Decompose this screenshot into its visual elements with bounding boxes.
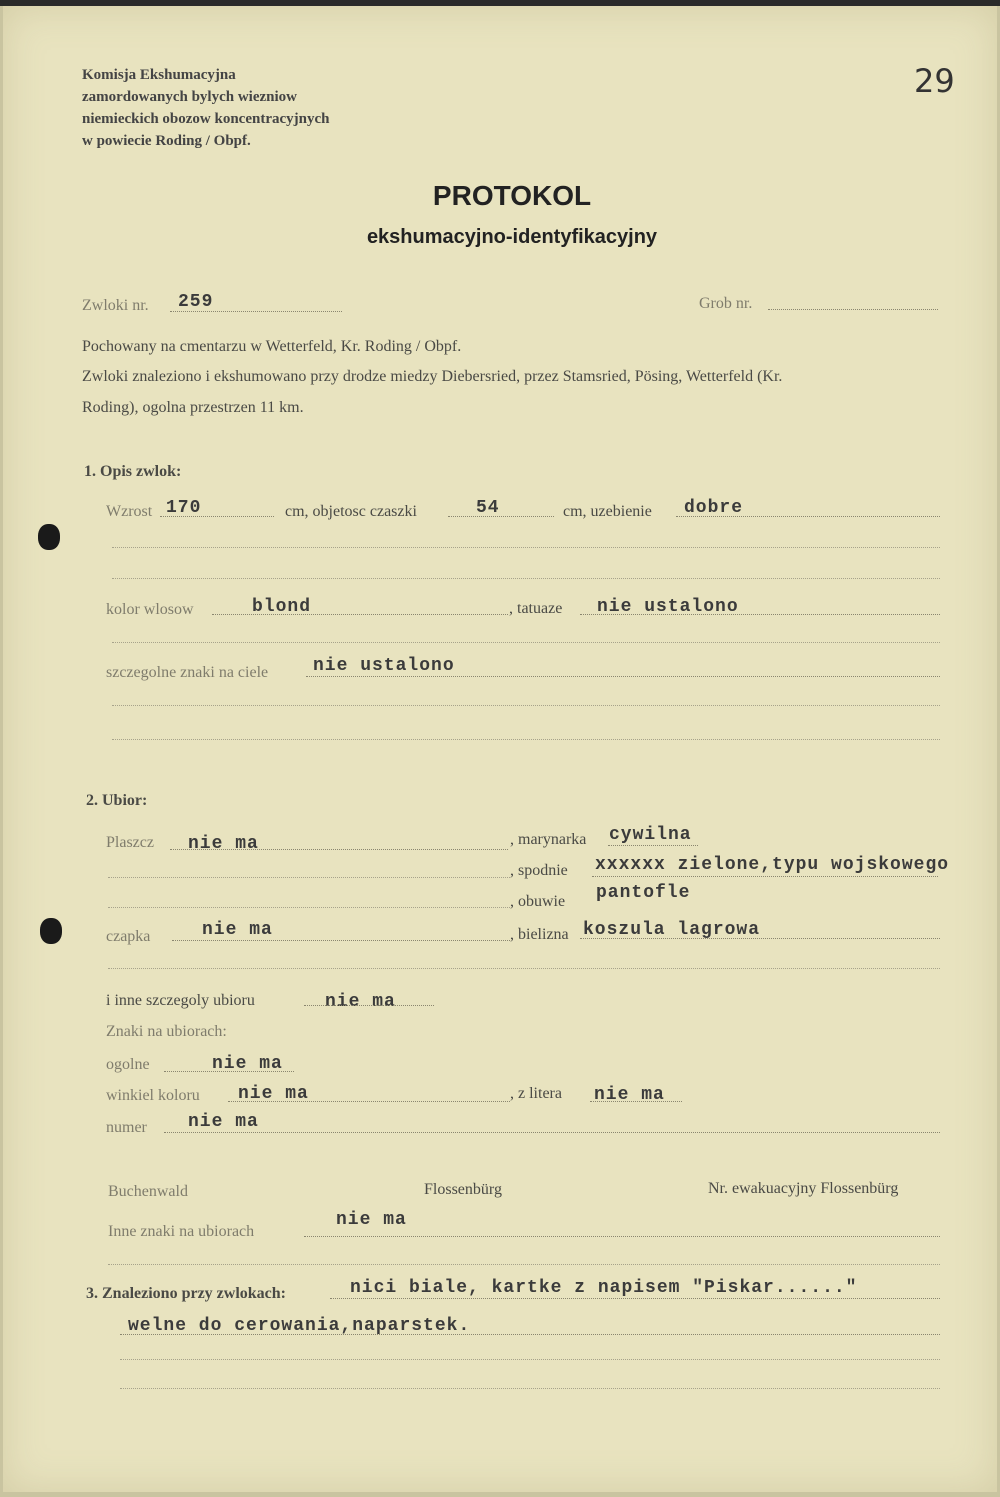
found-items-line1: nici biale, kartke z napisem "Piskar......" [350, 1278, 858, 1298]
document-subtitle: ekshumacyjno-identyfikacyjny [366, 226, 658, 248]
blank-line [112, 642, 940, 643]
distance-text: Roding), ogolna przestrzen 11 km. [82, 399, 304, 416]
blank-line [108, 907, 510, 908]
section2-heading: 2. Ubior: [86, 792, 148, 809]
cm-uzebienie-label: cm, uzebienie [563, 503, 652, 520]
grob-dotted-line [768, 309, 938, 310]
inne-znaki-dotted-line [304, 1236, 940, 1237]
blank-line [112, 547, 940, 548]
header-line: niemieckich obozow koncentracyjnych [82, 111, 330, 127]
winkiel-value: nie ma [238, 1084, 309, 1104]
plaszcz-dotted-line [170, 849, 508, 850]
znaki-cialo-label: szczegolne znaki na ciele [106, 664, 269, 681]
buchenwald-label: Buchenwald [108, 1183, 188, 1200]
ewakuacyjny-label: Nr. ewakuacyjny Flossenbürg [708, 1180, 899, 1197]
winkiel-label: winkiel koloru [106, 1087, 200, 1104]
section3-heading: 3. Znaleziono przy zwlokach: [86, 1285, 286, 1302]
bielizna-dotted-line [580, 938, 940, 939]
czaszka-dotted-line [448, 516, 554, 517]
cm-czaszka-label: cm, objetosc czaszki [285, 503, 417, 520]
czapka-value: nie ma [202, 920, 273, 940]
blank-line [112, 578, 940, 579]
numer-value: nie ma [188, 1112, 259, 1132]
ogolne-dotted-line [164, 1071, 294, 1072]
zwloki-dotted-line [170, 311, 342, 312]
obuwie-value: pantofle [596, 883, 691, 903]
exhumation-text: Zwloki znaleziono i ekshumowano przy drodze miedzy Diebersried, przez Stamsried, Pösing, Wetterfeld (Kr. [82, 368, 783, 385]
page-number: 29 [914, 62, 955, 100]
inne-znaki-label: Inne znaki na ubiorach [108, 1223, 255, 1240]
plaszcz-label: Plaszcz [106, 834, 154, 851]
wlosy-dotted-line [212, 614, 508, 615]
tatuaze-value: nie ustalono [597, 597, 739, 617]
czaszka-value: 54 [476, 498, 500, 518]
czapka-label: czapka [106, 928, 151, 945]
bielizna-label: , bielizna [510, 926, 569, 943]
found-items-line2: welne do cerowania,naparstek. [128, 1316, 471, 1336]
uzebienie-value: dobre [684, 498, 744, 518]
flossenburg-label: Flossenbürg [424, 1181, 502, 1198]
znaki-ubiory-heading: Znaki na ubiorach: [106, 1023, 227, 1040]
znaki-cialo-value: nie ustalono [313, 656, 455, 676]
header-line: w powiecie Roding / Obpf. [82, 133, 251, 149]
punch-hole [38, 524, 60, 550]
tatuaze-label: , tatuaze [509, 600, 563, 617]
section1-heading: 1. Opis zwlok: [84, 463, 182, 480]
inne-ubior-label: i inne szczegoly ubioru [106, 992, 255, 1009]
inne-znaki-value: nie ma [336, 1210, 407, 1230]
numer-dotted-line [164, 1132, 940, 1133]
header-line: Komisja Ekshumacyjna [82, 67, 236, 83]
found-items-dotted-line [120, 1334, 940, 1335]
bielizna-value: koszula lagrowa [583, 920, 761, 940]
zwloki-value: 259 [178, 292, 214, 312]
grob-label: Grob nr. [699, 295, 753, 312]
zwloki-label: Zwloki nr. [82, 297, 149, 314]
marynarka-dotted-line [608, 845, 698, 846]
wlosy-value: blond [252, 597, 312, 617]
blank-line [112, 739, 940, 740]
burial-text: Pochowany na cmentarzu w Wetterfeld, Kr. Roding / Obpf. [82, 338, 462, 355]
wzrost-dotted-line [160, 516, 274, 517]
plaszcz-value: nie ma [188, 834, 259, 854]
found-items-dotted-line [330, 1298, 940, 1299]
blank-line [112, 705, 940, 706]
litera-label: , z litera [510, 1085, 562, 1102]
inne-ubior-value: nie ma [325, 992, 396, 1012]
litera-value: nie ma [594, 1085, 665, 1105]
uzebienie-dotted-line [676, 516, 940, 517]
spodnie-value: xxxxxx zielone,typu wojskowego [595, 855, 950, 875]
ogolne-label: ogolne [106, 1056, 150, 1073]
winkiel-dotted-line [228, 1101, 510, 1102]
litera-dotted-line [590, 1101, 682, 1102]
blank-line [108, 877, 510, 878]
commission-header [82, 64, 329, 152]
blank-line [120, 1388, 940, 1389]
obuwie-label: , obuwie [510, 893, 566, 910]
czapka-dotted-line [172, 940, 510, 941]
blank-line [108, 1264, 940, 1265]
wzrost-label: Wzrost [106, 503, 153, 520]
spodnie-label: , spodnie [510, 862, 568, 879]
znaki-cialo-dotted-line [306, 676, 940, 677]
blank-line [120, 1359, 940, 1360]
blank-line [108, 968, 940, 969]
marynarka-label: , marynarka [510, 831, 587, 848]
numer-label: numer [106, 1119, 147, 1136]
wlosy-label: kolor wlosow [106, 601, 194, 618]
ogolne-value: nie ma [212, 1054, 283, 1074]
inne-ubior-dotted-line [304, 1005, 434, 1006]
spodnie-dotted-line [592, 876, 938, 877]
punch-hole [40, 918, 62, 944]
wzrost-value: 170 [166, 498, 202, 518]
document-title: PROTOKOL [432, 180, 592, 211]
header-line: zamordowanych bylych wiezniow [82, 89, 297, 105]
marynarka-value: cywilna [609, 825, 692, 845]
tatuaze-dotted-line [580, 614, 940, 615]
